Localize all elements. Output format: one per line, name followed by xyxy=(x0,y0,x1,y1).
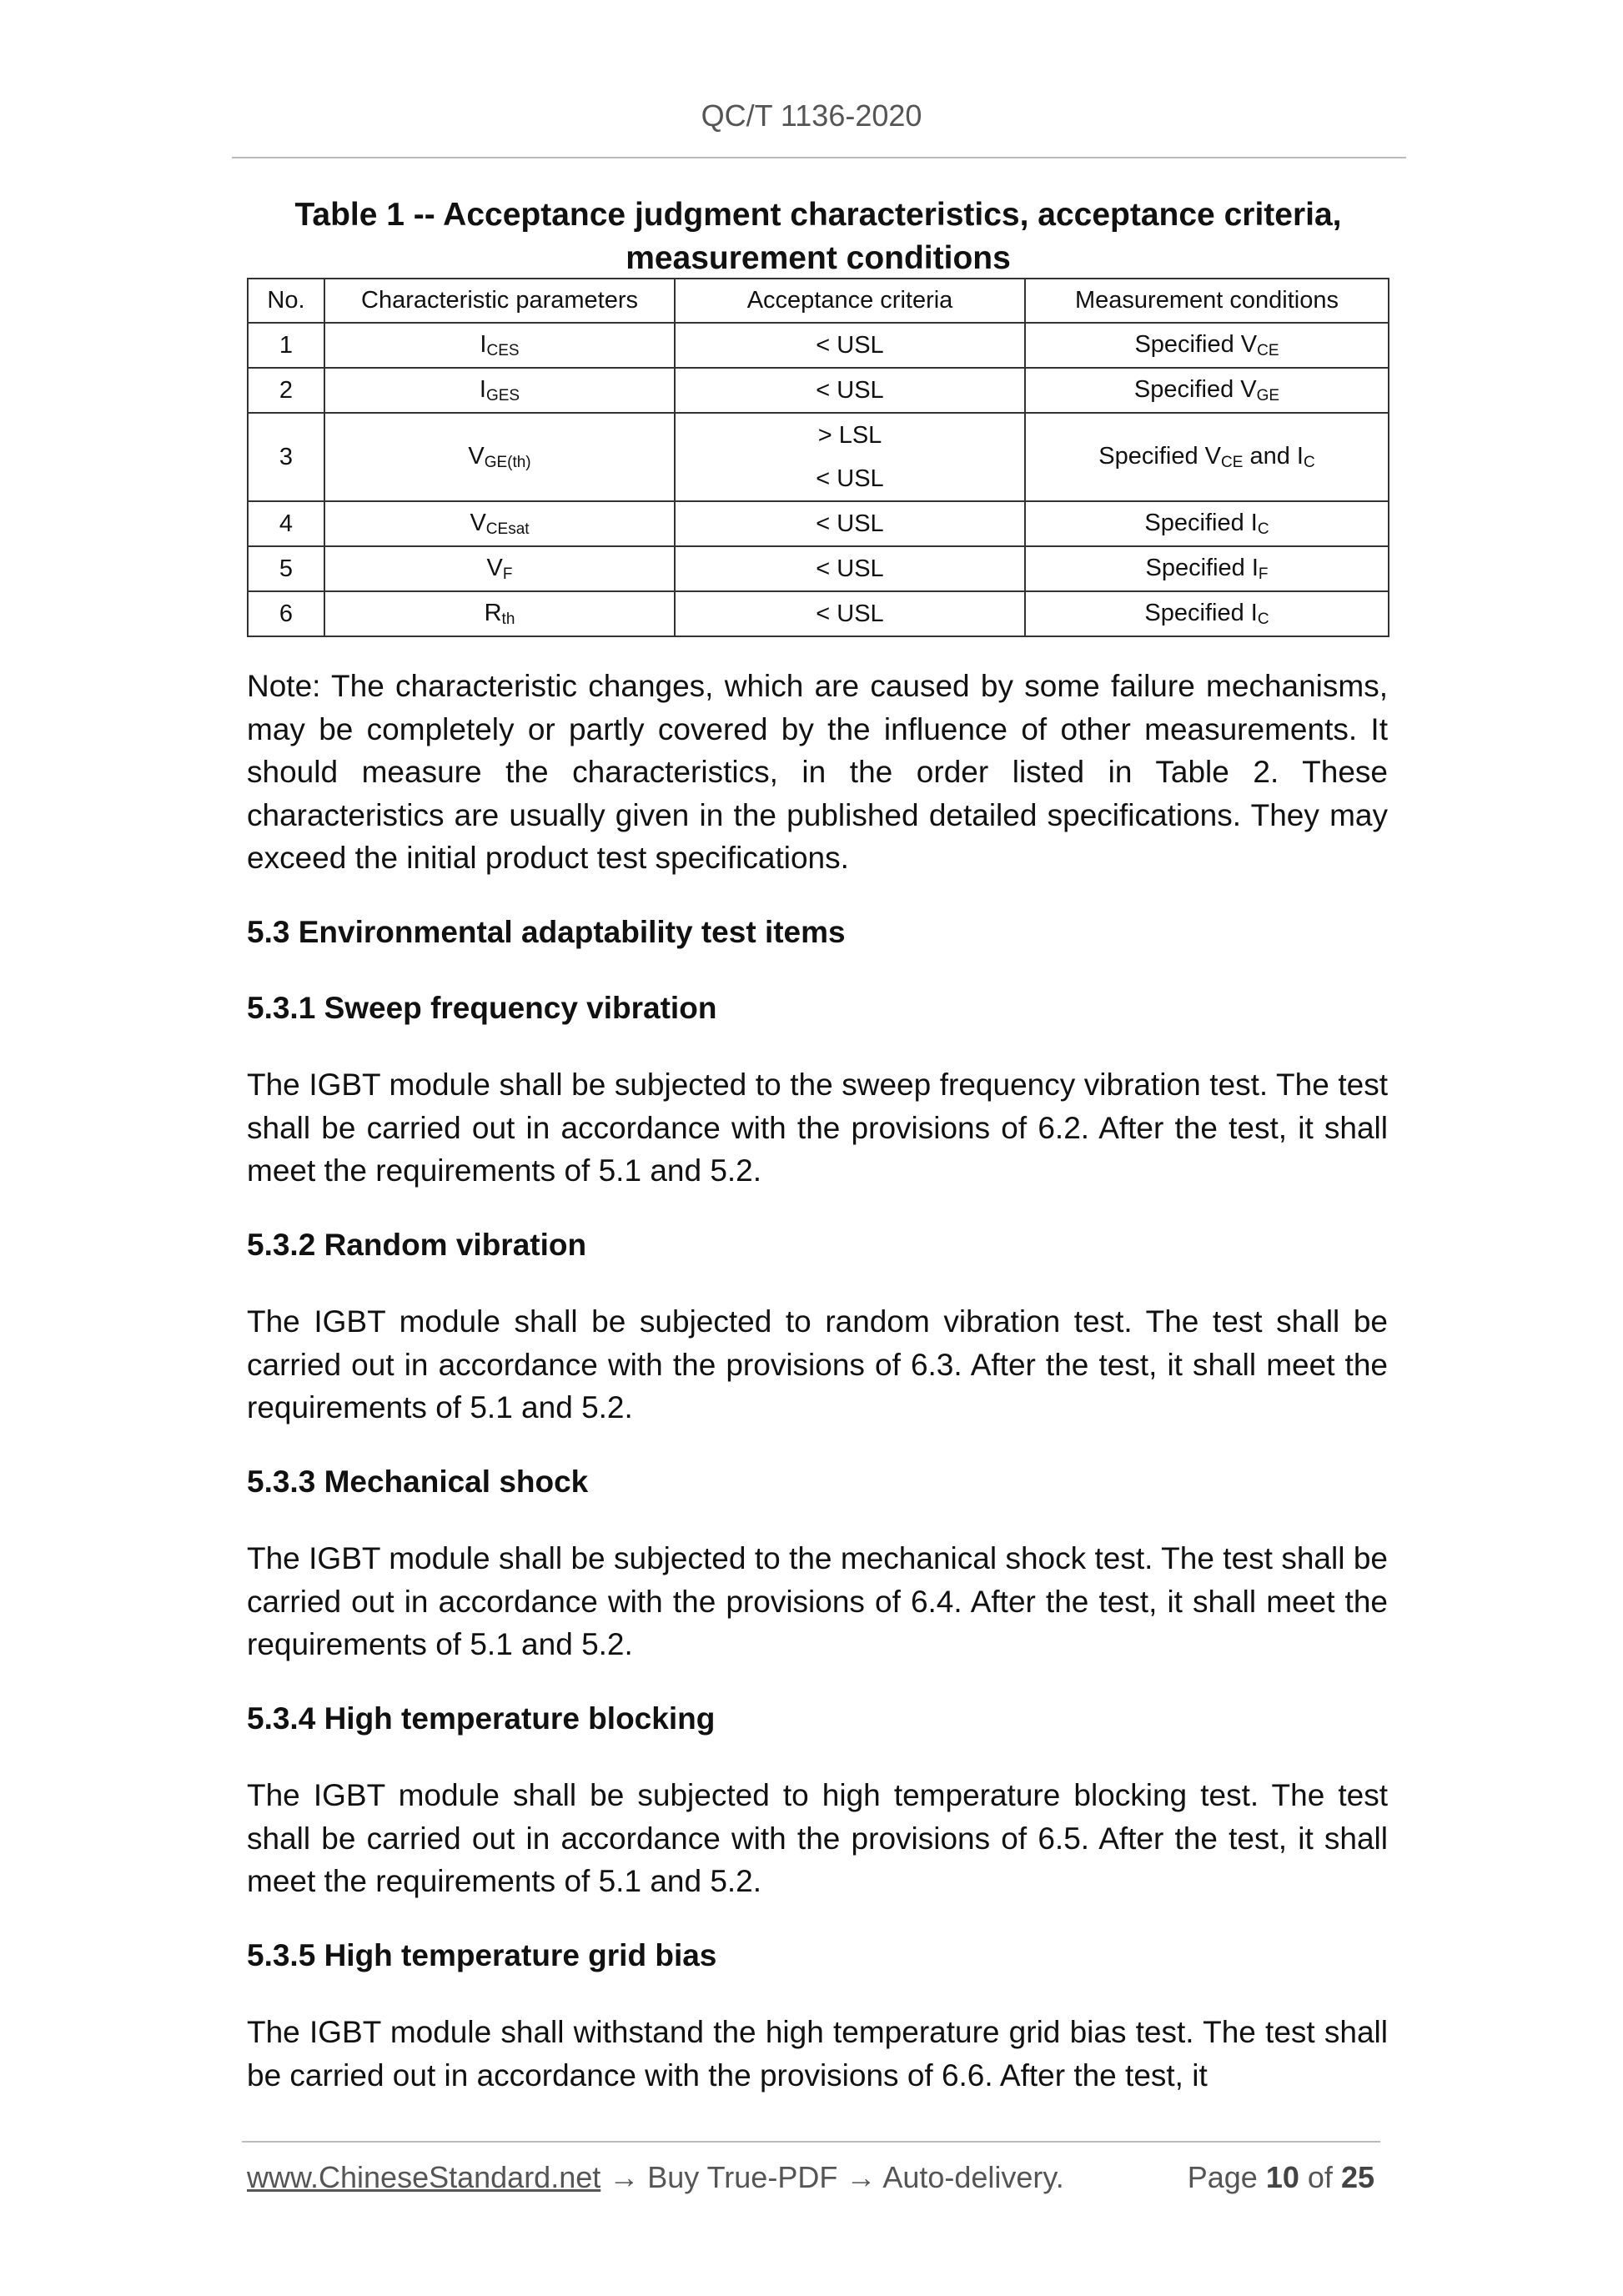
parameter-cell xyxy=(324,368,675,413)
section-5-3-heading-block xyxy=(247,911,1388,953)
criteria-cell xyxy=(675,591,1025,636)
row-number: 6 xyxy=(248,591,324,636)
condition-subscript: GE xyxy=(1256,386,1280,404)
criteria-value: < USL xyxy=(816,332,884,359)
section-heading-5-3-3: 5.3.3 Mechanical shock xyxy=(247,1465,589,1499)
parameter-subscript: CES xyxy=(486,341,520,359)
condition-cell xyxy=(1025,368,1389,413)
section-heading-5-3-1: 5.3.1 Sweep frequency vibration xyxy=(247,991,717,1025)
condition-text: Specified V xyxy=(1134,330,1258,358)
criteria-value: > LSL xyxy=(817,422,882,449)
column-header-no: No. xyxy=(248,279,324,323)
parameter-subscript: F xyxy=(502,565,513,583)
total-pages: 25 xyxy=(1340,2160,1374,2194)
criteria-cell xyxy=(675,413,1025,501)
table-row xyxy=(248,591,1389,636)
row-number: 2 xyxy=(248,368,324,413)
condition-subscript: CE xyxy=(1257,341,1279,359)
table-row xyxy=(248,368,1389,413)
condition-cell xyxy=(1025,413,1389,501)
current-page: 10 xyxy=(1265,2160,1299,2194)
criteria-cell xyxy=(675,323,1025,368)
table-body xyxy=(248,323,1389,636)
of-label: of xyxy=(1307,2160,1333,2194)
condition-subscript: C xyxy=(1257,610,1269,628)
section-5-3-3-body xyxy=(247,1537,1388,1666)
section-heading-5-3-5: 5.3.5 High temperature grid bias xyxy=(247,1938,717,1972)
parameter-symbol: V xyxy=(468,442,485,470)
website-link[interactable]: www.ChineseStandard.net xyxy=(247,2160,601,2194)
section-heading-5-3-4: 5.3.4 High temperature blocking xyxy=(247,1701,716,1736)
parameter-subscript: GE(th) xyxy=(484,453,531,471)
section-5-3-2 xyxy=(247,1223,1388,1266)
condition-text: Specified V xyxy=(1133,375,1257,403)
section-5-3-1-body xyxy=(247,1063,1388,1193)
page-label: Page xyxy=(1187,2160,1258,2194)
parameter-subscript: GES xyxy=(485,386,520,404)
header-divider xyxy=(232,157,1406,158)
condition-text: Specified V xyxy=(1098,442,1221,470)
parameter-symbol: I xyxy=(479,375,486,403)
condition-subscript: F xyxy=(1258,565,1269,583)
table-row xyxy=(248,323,1389,368)
footer-tagline: → Buy True-PDF → Auto-delivery. xyxy=(600,2160,1064,2194)
acceptance-table xyxy=(247,278,1389,637)
criteria-value: < USL xyxy=(816,555,884,582)
parameter-symbol: I xyxy=(480,330,487,358)
page-number xyxy=(1188,2160,1374,2195)
condition-text: Specified I xyxy=(1144,509,1258,536)
section-text-5-3-3: The IGBT module shall be subjected to the mechanical shock test. The test shall be carried out in accordance with the provisions of 6.4. After the test, it shall meet the requirements of 5.1 and 5.2. xyxy=(247,1541,1388,1661)
section-5-3-3 xyxy=(247,1460,1388,1503)
condition-cell xyxy=(1025,323,1389,368)
table-row xyxy=(248,413,1389,501)
table-note xyxy=(247,665,1388,880)
section-5-3-5-body xyxy=(247,2011,1388,2097)
section-5-3-2-body xyxy=(247,1300,1388,1429)
parameter-symbol: V xyxy=(470,509,486,536)
table-row xyxy=(248,501,1389,546)
parameter-cell xyxy=(324,591,675,636)
parameter-cell xyxy=(324,413,675,501)
parameter-cell xyxy=(324,546,675,591)
criteria-value: < USL xyxy=(816,377,884,404)
condition-cell xyxy=(1025,546,1389,591)
column-header-conditions: Measurement conditions xyxy=(1025,279,1389,323)
parameter-cell xyxy=(324,323,675,368)
table-row xyxy=(248,546,1389,591)
condition-subscript: C xyxy=(1257,520,1269,538)
row-number: 3 xyxy=(248,413,324,501)
parameter-cell xyxy=(324,501,675,546)
condition-text: Specified I xyxy=(1145,554,1259,581)
table-header-row xyxy=(248,279,1389,323)
section-5-3-4-body xyxy=(247,1774,1388,1903)
parameter-subscript: CEsat xyxy=(485,520,530,538)
parameter-subscript: th xyxy=(501,610,515,628)
section-text-5-3-4: The IGBT module shall be subjected to high temperature blocking test. The test shall be carried out in accordance with the provisions of 6.5. After the test, it shall meet the requirements of 5.1 and 5.2. xyxy=(247,1778,1388,1898)
section-heading-5-3-2: 5.3.2 Random vibration xyxy=(247,1228,587,1262)
condition-text-extra: and I xyxy=(1243,442,1304,470)
condition-text: Specified I xyxy=(1144,599,1258,626)
criteria-value: < USL xyxy=(816,600,884,627)
column-header-criteria: Acceptance criteria xyxy=(675,279,1025,323)
criteria-cell xyxy=(675,368,1025,413)
section-5-3-1 xyxy=(247,987,1388,1029)
column-header-parameters: Characteristic parameters xyxy=(324,279,675,323)
parameter-symbol: V xyxy=(486,554,503,581)
table-title xyxy=(247,193,1389,280)
parameter-symbol: R xyxy=(484,599,502,626)
footer-divider xyxy=(242,2141,1380,2143)
condition-cell xyxy=(1025,591,1389,636)
section-text-5-3-5: The IGBT module shall withstand the high temperature grid bias test. The test shall be carried out in accordance with the provisions of 6.6. After the test, it xyxy=(247,2015,1388,2093)
criteria-cell xyxy=(675,501,1025,546)
note-text: Note: The characteristic changes, which are caused by some failure mechanisms, may be completely or partly covered by the influence of other measurements. It should measure the characteristics, in the order listed in Table 2. These characteristics are usually given in the published detailed specifications. They may exceed the initial product test specifications. xyxy=(247,669,1388,875)
condition-subscript-extra: C xyxy=(1303,453,1315,471)
section-text-5-3-1: The IGBT module shall be subjected to the sweep frequency vibration test. The test shall be carried out in accordance with the provisions of 6.2. After the test, it shall meet the requirements of 5.1 and 5.2. xyxy=(247,1068,1388,1188)
row-number: 1 xyxy=(248,323,324,368)
footer-promo xyxy=(247,2160,1064,2195)
criteria-cell xyxy=(675,546,1025,591)
table-title-line-1: Table 1 -- Acceptance judgment characteristics, acceptance criteria, xyxy=(294,197,1342,233)
row-number: 4 xyxy=(248,501,324,546)
section-5-3-5 xyxy=(247,1934,1388,1977)
page-header: QC/T 1136-2020 xyxy=(701,98,922,133)
section-heading-5-3: 5.3 Environmental adaptability test items xyxy=(247,915,846,949)
condition-cell xyxy=(1025,501,1389,546)
criteria-value: < USL xyxy=(816,465,884,492)
table-title-line-2: measurement conditions xyxy=(626,240,1011,276)
row-number: 5 xyxy=(248,546,324,591)
criteria-value: < USL xyxy=(816,510,884,537)
condition-subscript: CE xyxy=(1221,453,1244,471)
section-5-3-4 xyxy=(247,1697,1388,1740)
section-text-5-3-2: The IGBT module shall be subjected to random vibration test. The test shall be carried out in accordance with the provisions of 6.3. After the test, it shall meet the requirements of 5.1 and 5.2. xyxy=(247,1304,1388,1424)
